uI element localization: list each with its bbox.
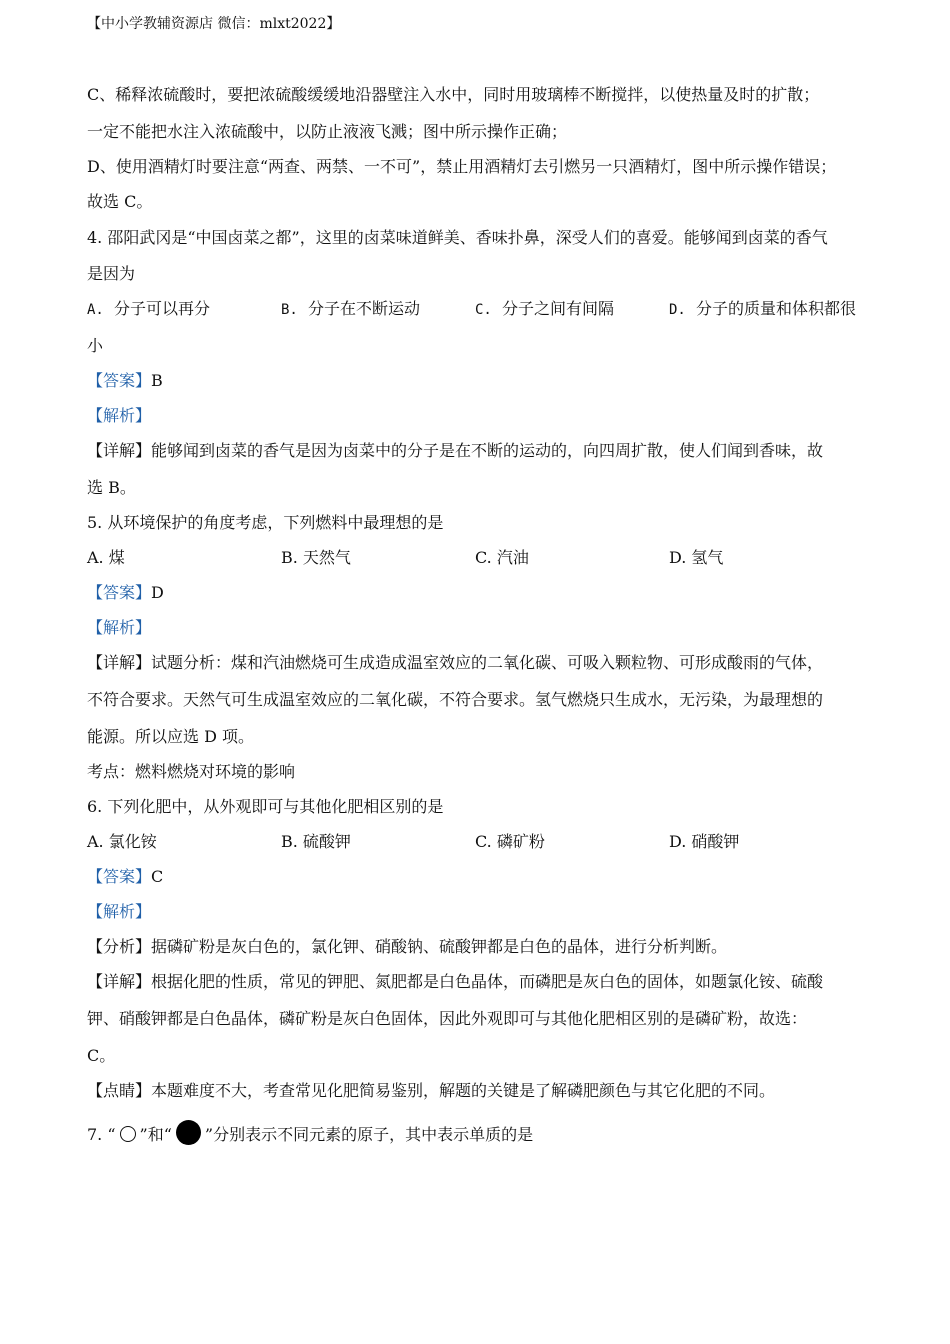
q5-detail-line1: 【详解】试题分析：煤和汽油燃烧可生成造成温室效应的二氧化碳、可吸入颗粒物、可形成酸雨的气体， [87,653,824,672]
q6-option-b: B. 硫酸钾 [281,832,351,851]
q5-analysis-tag: 【解析】 [87,618,152,637]
q4-option-a: A. 分子可以再分 [87,299,211,318]
q5-answer [87,580,164,603]
q5-stem: 5. 从环境保护的角度考虑，下列燃料中最理想的是 [87,513,444,532]
q6-detail-line3: C。 [87,1046,116,1065]
q4-stem-line2: 是因为 [87,264,136,283]
q6-option-a: A. 氯化铵 [87,832,157,851]
q5-detail-line2: 不符合要求。天然气可生成温室效应的二氧化碳，不符合要求。氢气燃烧只生成水，无污染，为最理想的 [87,690,824,709]
q3-option-c-line1: C、稀释浓硫酸时，要把浓硫酸缓缓地沿器壁注入水中，同时用玻璃棒不断搅拌，以使热量及时的扩散； [87,85,820,104]
q6-answer [87,864,163,887]
q4-stem-line1: 4. 邵阳武冈是“中国卤菜之都”，这里的卤菜味道鲜美、香味扑鼻，深受人们的喜爱。能够闻到卤菜的香气 [87,228,828,247]
q4-answer [87,368,163,391]
q3-option-d-line1: D、使用酒精灯时要注意“两查、两禁、一不可”，禁止用酒精灯去引燃另一只酒精灯，图中所示操作错误； [87,157,837,176]
q5-option-c: C. 汽油 [475,548,529,567]
page-header: 【中小学教辅资源店 微信：mlxt2022】 [87,16,341,32]
answer-value: C [151,867,164,886]
answer-tag: 【答案】 [87,371,152,390]
q5-option-d: D. 氢气 [669,548,724,567]
answer-value: D [151,583,164,602]
q6-fenxi: 【分析】据磷矿粉是灰白色的，氯化钾、硝酸钠、硫酸钾都是白色的晶体，进行分析判断。 [87,937,728,956]
q4-detail-line1: 【详解】能够闻到卤菜的香气是因为卤菜中的分子是在不断的运动的，向四周扩散，使人们闻到香味，故 [87,441,824,460]
q5-option-b: B. 天然气 [281,548,351,567]
q3-option-c-line2: 一定不能把水注入浓硫酸中，以防止液液飞溅；图中所示操作正确； [87,122,568,141]
q4-detail-line2: 选 B。 [87,478,136,497]
filled-circle-atom-icon [176,1120,201,1145]
answer-tag: 【答案】 [87,867,152,886]
q6-analysis-tag: 【解析】 [87,902,152,921]
answer-tag: 【答案】 [87,583,152,602]
q4-option-b: B. 分子在不断运动 [281,299,421,318]
q6-detail-line2: 钾、硝酸钾都是白色晶体，磷矿粉是灰白色固体，因此外观即可与其他化肥相区别的是磷矿粉，故选： [87,1009,808,1028]
q3-conclusion: 故选 C。 [87,192,153,211]
q6-stem: 6. 下列化肥中，从外观即可与其他化肥相区别的是 [87,797,444,816]
answer-value: B [151,371,163,390]
q6-option-c: C. 磷矿粉 [475,832,545,851]
open-circle-atom-icon [120,1126,136,1142]
q5-option-a: A. 煤 [87,548,125,567]
q4-analysis-tag: 【解析】 [87,406,152,425]
q4-option-d: D. 分子的质量和体积都很 [669,299,857,318]
q5-detail-line3: 能源。所以应选 D 项。 [87,727,255,746]
q4-option-d-wrap: 小 [87,336,104,355]
q6-detail-line1: 【详解】根据化肥的性质，常见的钾肥、氮肥都是白色晶体，而磷肥是灰白色的固体，如题氯化铵、硫酸 [87,972,824,991]
q5-note: 考点：燃料燃烧对环境的影响 [87,762,296,781]
q4-option-c: C. 分子之间有间隔 [475,299,615,318]
q6-dianjing: 【点睛】本题难度不大，考查常见化肥简易鉴别，解题的关键是了解磷肥颜色与其它化肥的不同。 [87,1081,776,1100]
q6-option-d: D. 硝酸钾 [669,832,740,851]
q7-stem: 7. “ ”和“ ”分别表示不同元素的原子，其中表示单质的是 [87,1120,533,1145]
